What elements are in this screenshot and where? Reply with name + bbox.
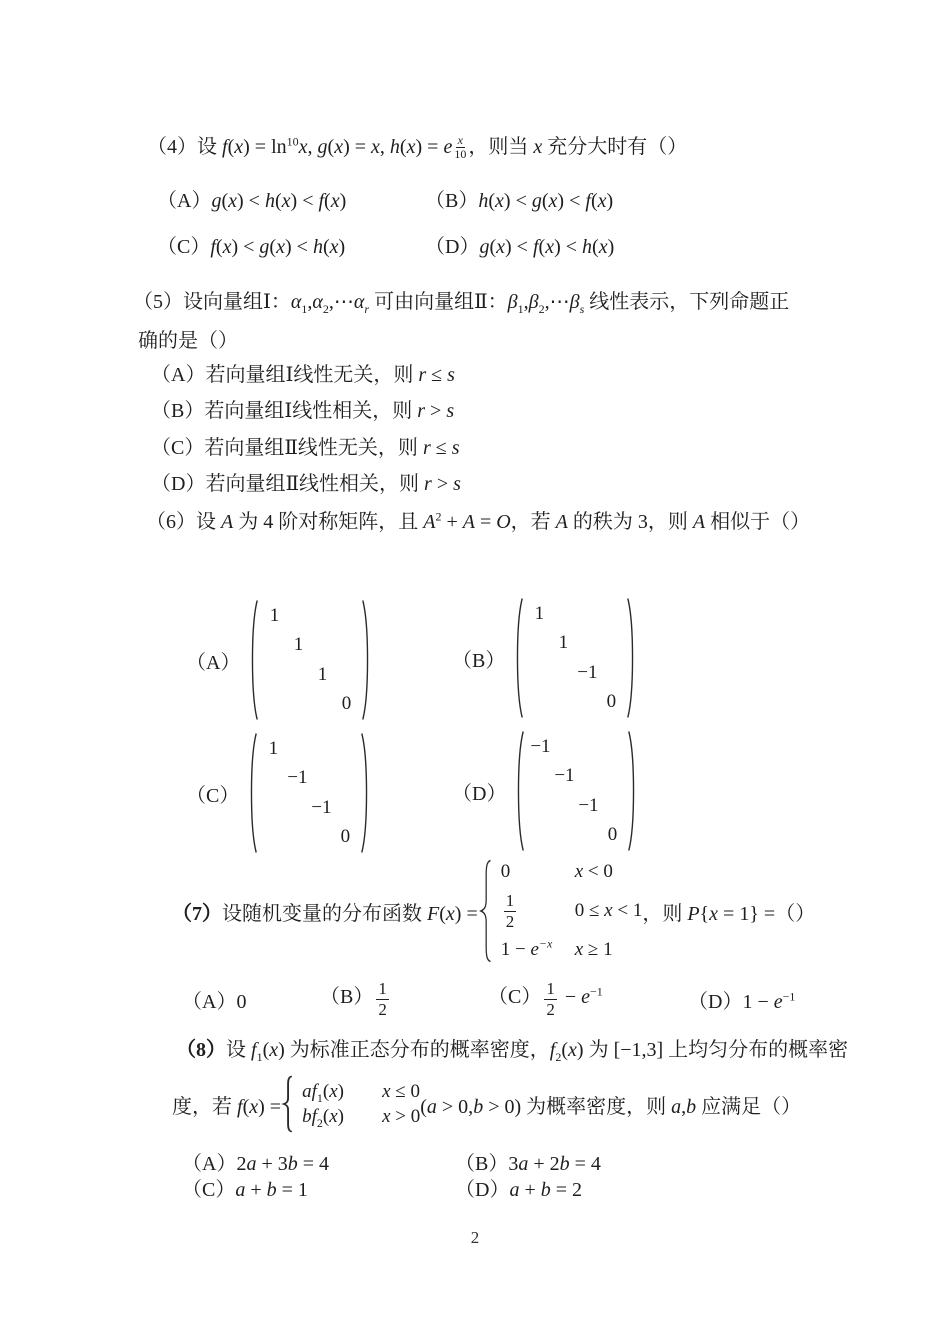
- matrix-entry: 0: [606, 691, 617, 713]
- matrix-entry: 1: [269, 604, 280, 626]
- right-paren-icon: [359, 731, 372, 855]
- left-paren-icon: [512, 596, 525, 720]
- matrix-entry: −1: [311, 796, 332, 818]
- question-8-pre: 度，若 f(x) =: [172, 1095, 282, 1118]
- question-8-option-b: （B）3a + 2b = 4: [455, 1153, 601, 1175]
- case-row: [302, 1106, 420, 1128]
- matrix: [246, 731, 372, 855]
- matrix-entry: 1: [268, 737, 279, 759]
- question-7-stem: [172, 856, 815, 966]
- case-condition: x ≥ 1: [574, 938, 613, 960]
- left-brace-icon: [281, 1075, 294, 1133]
- question-5-option-a: （A）若向量组Ⅰ线性无关，则 r ≤ s: [151, 364, 455, 386]
- matrix-grid: [525, 596, 625, 720]
- question-8-option-c: （C）a + b = 1: [182, 1179, 308, 1201]
- left-paren-icon: [513, 729, 526, 853]
- case-value: $1 - e^{-x}$: [500, 936, 553, 960]
- matrix-entry: −1: [287, 767, 308, 789]
- question-4-option-c: （C）f(x) < g(x) < h(x): [157, 236, 346, 258]
- page-number: 2: [470, 1228, 480, 1247]
- question-6-stem: （6）设 A 为 4 阶对称矩阵，且 $A^2 + A = O$，若 A 的秩为 3，则 A 相似于（）: [146, 509, 811, 533]
- matrix-entry: 1: [293, 634, 304, 656]
- matrix-entry: −1: [530, 735, 551, 757]
- question-6-option-c: [186, 731, 372, 855]
- matrix: [247, 598, 373, 722]
- question-4-option-d: （D）g(x) < f(x) < h(x): [425, 236, 615, 258]
- question-8-option-d: （D）a + b = 2: [455, 1179, 583, 1201]
- matrix: [512, 596, 638, 720]
- question-8-option-a: （A）2a + 3b = 4: [182, 1153, 330, 1175]
- question-7-option-c: （C） $\frac{1}{2}$ − $e^{-1}$: [488, 979, 603, 1019]
- question-5-stem-line1: （5）设向量组Ⅰ：$\alpha_1,\alpha_2,\cdots\alpha_r$ 可由向量组Ⅱ：$\beta_1,\beta_2,\cdots\beta_s$ 线性表示，下列命题正: [133, 291, 790, 316]
- matrix-grid: [260, 598, 360, 722]
- question-8-stem-line2: [172, 1073, 801, 1135]
- matrix-grid: [526, 729, 626, 853]
- left-paren-icon: [246, 731, 259, 855]
- matrix: [513, 729, 639, 853]
- case-value: $bf_2(x)$: [302, 1105, 344, 1130]
- left-brace-icon: [478, 858, 493, 964]
- right-paren-icon: [626, 729, 639, 853]
- density-cases: [302, 1081, 420, 1128]
- question-4-option-a: （A）g(x) < h(x) < f(x): [157, 190, 347, 212]
- case-condition: x > 0: [382, 1105, 421, 1127]
- option-label: （C）: [186, 784, 240, 807]
- matrix-entry: −1: [577, 661, 598, 683]
- matrix-entry: 1: [317, 663, 328, 685]
- option-label: （A）: [186, 651, 241, 674]
- question-5-stem-line2: 确的是（）: [138, 330, 238, 352]
- case-row: [302, 1081, 420, 1103]
- right-paren-icon: [360, 598, 373, 722]
- case-row: [501, 891, 643, 930]
- case-row: [501, 861, 643, 883]
- matrix-grid: [259, 731, 359, 855]
- matrix-entry: 1: [534, 602, 545, 624]
- question-7-option-b: （B） $\frac{1}{2}$: [320, 979, 387, 1019]
- case-value: $af_1(x)$: [302, 1080, 344, 1105]
- matrix-entry: −1: [578, 794, 599, 816]
- question-6-option-b: [452, 596, 638, 720]
- case-condition: x < 0: [574, 861, 613, 883]
- question-7-pre: （7）设随机变量的分布函数 F(x) =: [172, 902, 478, 925]
- case-condition: 0 ≤ x < 1: [574, 900, 643, 921]
- right-paren-icon: [625, 596, 638, 720]
- matrix-entry: −1: [554, 765, 575, 787]
- question-8-post: (a > 0,b > 0) 为概率密度，则 a,b 应满足（）: [420, 1095, 802, 1118]
- question-7-post: ，则 P{x = 1} =（）: [642, 902, 816, 925]
- question-5-option-b: （B）若向量组Ⅰ线性相关，则 r > s: [151, 400, 455, 422]
- matrix-entry: 0: [341, 693, 352, 715]
- question-5-option-d: （D）若向量组Ⅱ线性相关，则 r > s: [151, 473, 461, 495]
- matrix-entry: 1: [558, 632, 569, 654]
- question-6-option-a: [186, 598, 373, 722]
- option-label: （B）: [452, 649, 506, 672]
- case-condition: x ≤ 0: [382, 1080, 420, 1102]
- case-value: 0: [500, 861, 511, 883]
- option-label: （D）: [452, 782, 507, 805]
- matrix-entry: 0: [607, 824, 618, 846]
- question-8-stem-line1: （8）设 $f_1(x)$ 为标准正态分布的概率密度，$f_2(x)$ 为 [−1,3] 上均匀分布的概率密: [176, 1039, 849, 1064]
- question-4-stem: （4）设 $f(x) = \ln^{10}x$, g(x) = x, h(x) = e $\frac{x}{10}$ ，则当 x 充分大时有（）: [147, 133, 688, 161]
- left-paren-icon: [247, 598, 260, 722]
- case-row: [500, 936, 643, 961]
- distribution-cases: [501, 861, 643, 960]
- question-7-option-a: （A）0: [182, 990, 247, 1013]
- question-5-option-c: （C）若向量组Ⅱ线性无关，则 r ≤ s: [151, 437, 460, 459]
- case-value: $\frac{1}{2}$: [505, 891, 515, 931]
- question-4-option-b: （B）h(x) < g(x) < f(x): [425, 190, 614, 212]
- question-6-option-d: [452, 729, 639, 853]
- question-7-option-d: $(D)1 - e^{-1}$: [688, 988, 796, 1013]
- matrix-entry: 0: [340, 826, 351, 848]
